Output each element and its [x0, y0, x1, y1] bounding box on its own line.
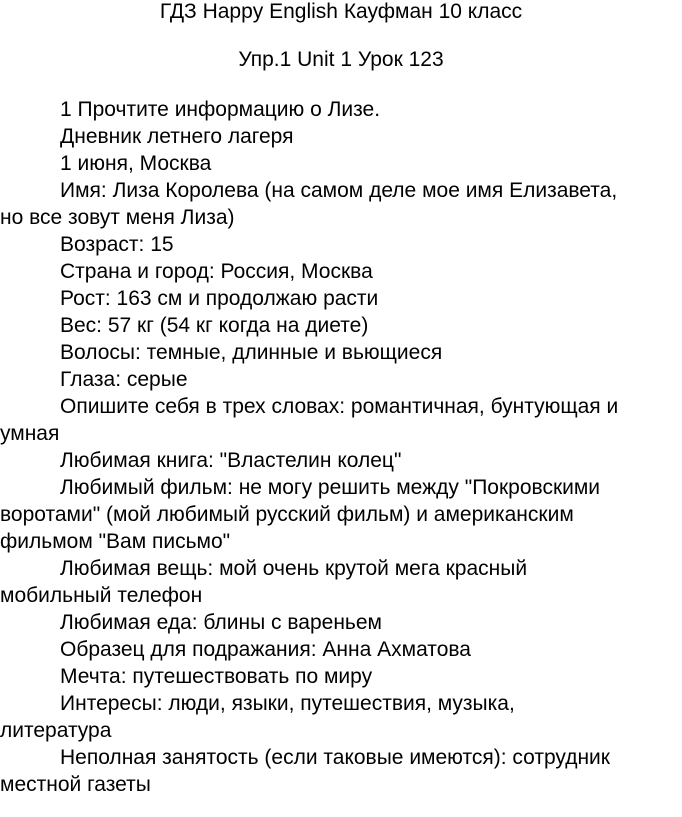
paragraph-self-description [0, 393, 682, 447]
line-continuation: но все зовут меня Лиза) [0, 206, 235, 229]
exercise-subtitle: Упр.1 Unit 1 Урок 123 [238, 48, 444, 71]
line: Вес: 57 кг (54 кг когда на диете) [60, 314, 369, 337]
line: Дневник летнего лагеря [60, 125, 294, 148]
paragraph-favourite-book [0, 447, 682, 474]
line: Образец для подражания: Анна Ахматова [60, 638, 471, 661]
paragraph-hair [0, 339, 682, 366]
line: Любимая еда: блины с вареньем [60, 611, 382, 634]
paragraph-favourite-thing [0, 555, 682, 609]
line: Интересы: люди, языки, путешествия, музыка, [60, 692, 515, 715]
line: Страна и город: Россия, Москва [60, 260, 373, 283]
line-continuation: местной газеты [0, 773, 151, 796]
line-continuation: умная [0, 422, 60, 445]
line: Имя: Лиза Королева (на самом деле мое имя Елизавета, [60, 179, 618, 202]
paragraph-favourite-film [0, 474, 682, 555]
line: Любимая вещь: мой очень крутой мега красный [60, 557, 528, 580]
paragraph-intro [0, 96, 682, 123]
line: Любимый фильм: не могу решить между "Покровскими [60, 476, 601, 499]
paragraph-eyes [0, 366, 682, 393]
line: Неполная занятость (если таковые имеются): сотрудник [60, 746, 610, 769]
line: Возраст: 15 [60, 233, 174, 256]
line: Любимая книга: "Властелин колец" [60, 449, 402, 472]
paragraph-height [0, 285, 682, 312]
line: Глаза: серые [60, 368, 188, 391]
paragraph-date [0, 150, 682, 177]
line: Мечта: путешествовать по миру [60, 665, 373, 688]
line-continuation: мобильный телефон [0, 584, 203, 607]
line: Опишите себя в трех словах: романтичная, бунтующая и [60, 395, 619, 418]
line: Рост: 163 см и продолжаю расти [60, 287, 379, 310]
paragraph-part-time-job [0, 744, 682, 798]
paragraph-age [0, 231, 682, 258]
paragraph-favourite-food [0, 609, 682, 636]
paragraph-country [0, 258, 682, 285]
paragraph-dream [0, 663, 682, 690]
line-continuation: воротами" (мой любимый русский фильм) и американским [0, 503, 574, 526]
line: Волосы: темные, длинные и вьющиеся [60, 341, 443, 364]
paragraph-role-model [0, 636, 682, 663]
paragraph-name [0, 177, 682, 231]
paragraph-interests [0, 690, 682, 744]
diary-text [0, 96, 682, 798]
line-continuation: литература [0, 719, 112, 742]
paragraph-diary-heading [0, 123, 682, 150]
line: 1 Прочтите информацию о Лизе. [60, 98, 381, 121]
line-continuation: фильмом "Вам письмо" [0, 530, 231, 553]
line: 1 июня, Москва [60, 152, 212, 175]
paragraph-weight [0, 312, 682, 339]
page-title: ГДЗ Happy English Кауфман 10 класс [159, 0, 523, 23]
